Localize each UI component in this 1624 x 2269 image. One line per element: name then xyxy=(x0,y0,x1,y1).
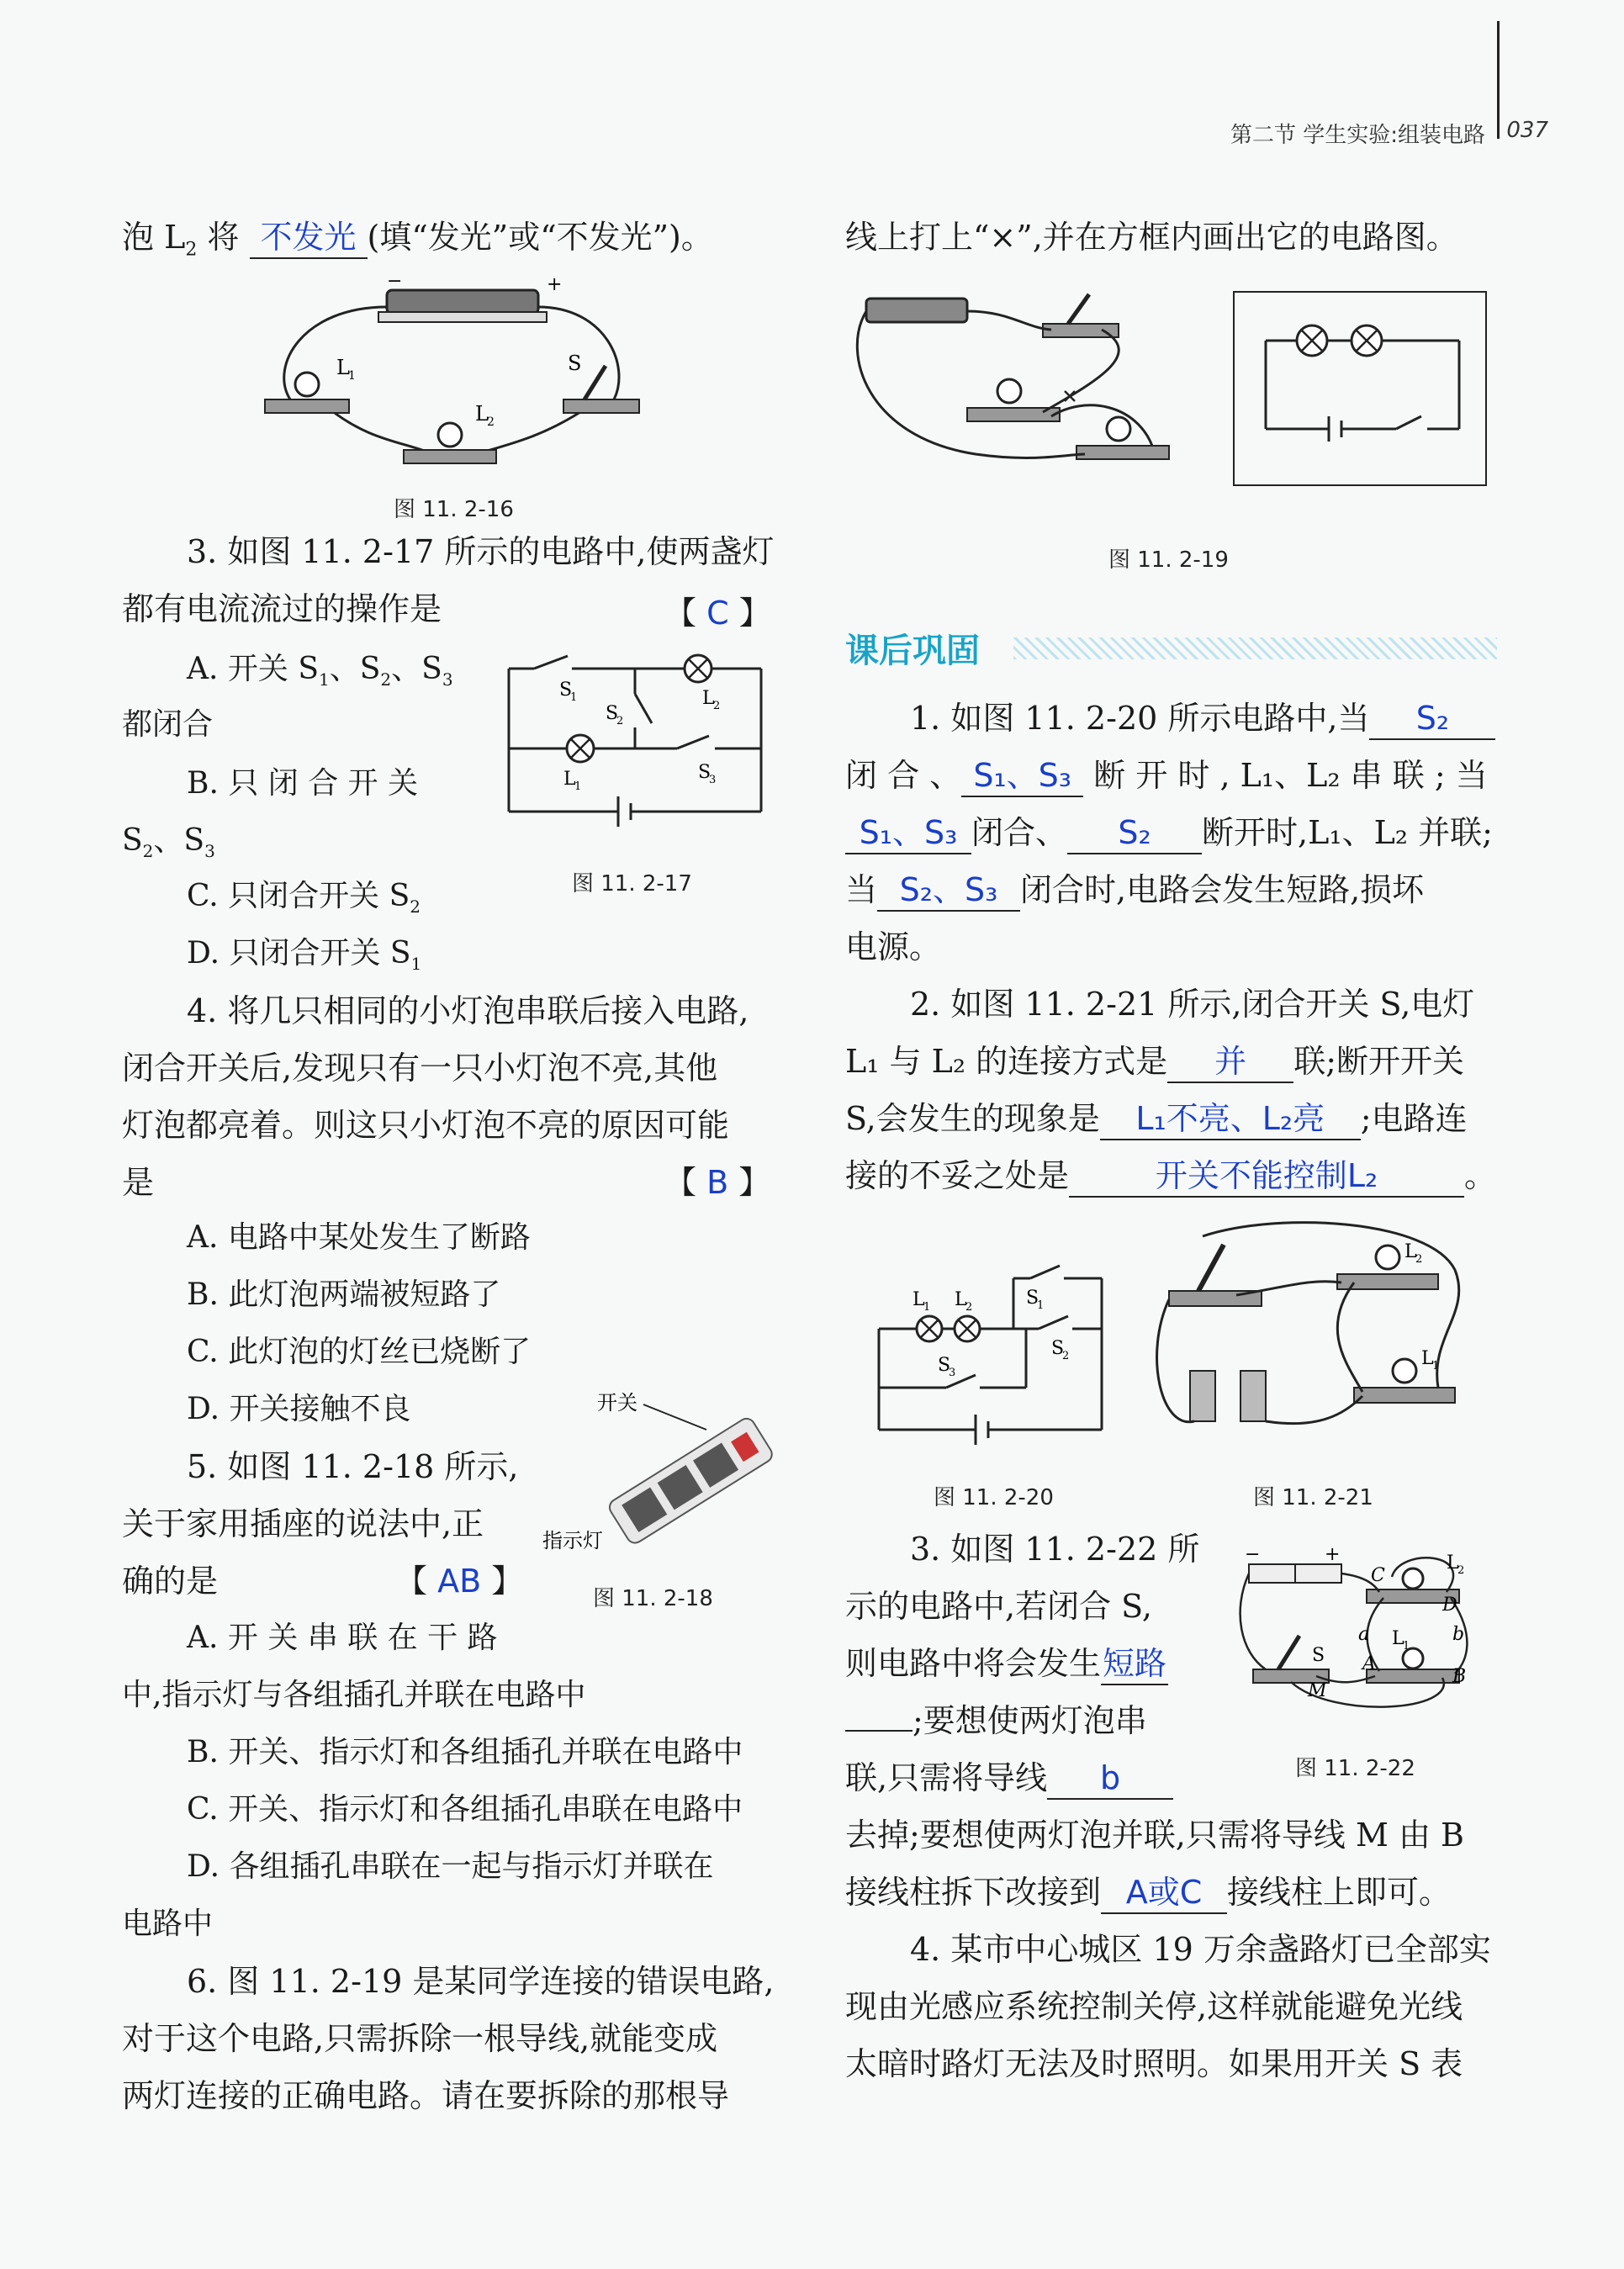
rq2-line4: 接的不妥之处是 开关不能控制L₂ 。 xyxy=(845,1156,1496,1198)
battery xyxy=(1190,1371,1215,1421)
lamp-l2 xyxy=(438,423,462,447)
switch-base xyxy=(1043,324,1119,337)
q3-option-b: B. 只 闭 合 开 关 xyxy=(187,766,419,801)
rq1-line4: 当 S₂、S₃ 闭合时,电路会发生短路,损坏 xyxy=(845,870,1424,912)
section-header: 第二节 学生实验:组装电路 xyxy=(1230,123,1485,148)
rq3-line2: 示的电路中,若闭合 S, xyxy=(845,1588,1152,1625)
answer-blank: 不发光 xyxy=(250,217,368,259)
lamp xyxy=(1107,417,1130,441)
q3-answer: C xyxy=(706,595,729,632)
q5-option-a-cont: 中,指示灯与各组插孔并联在电路中 xyxy=(122,1678,586,1712)
battery-box xyxy=(866,299,967,322)
label-indicator: 指示灯 xyxy=(542,1529,603,1552)
svg-text:C: C xyxy=(1371,1565,1385,1586)
q5-option-d: D. 各组插孔串联在一起与指示灯并联在 xyxy=(187,1849,714,1884)
q6-line2: 对于这个电路,只需拆除一根导线,就能变成 xyxy=(122,2020,718,2057)
svg-text:−: − xyxy=(1245,1544,1261,1565)
svg-text:S: S xyxy=(1026,1288,1039,1309)
svg-text:1: 1 xyxy=(1403,1640,1410,1653)
label-s3: S xyxy=(698,762,711,783)
svg-text:2: 2 xyxy=(487,415,495,429)
q6-line3: 两灯连接的正确电路。请在要拆除的那根导 xyxy=(122,2077,730,2114)
blank: S₁、S₃ xyxy=(961,755,1083,797)
q5-line2: 关于家用插座的说法中,正 xyxy=(122,1505,484,1542)
svg-text:3: 3 xyxy=(709,774,717,786)
figure-11-2-20 xyxy=(870,1253,1114,1447)
q4-line1: 4. 将几只相同的小灯泡串联后接入电路, xyxy=(187,992,749,1029)
cross-mark xyxy=(1065,391,1075,401)
figure-11-2-22 xyxy=(1232,1543,1493,1720)
svg-text:L: L xyxy=(1447,1552,1459,1573)
q4-answer: B xyxy=(706,1164,729,1201)
label-s: S xyxy=(568,352,582,375)
lamp-base-l1 xyxy=(265,399,349,413)
q6-line4: 线上打上“×”,并在方框内画出它的电路图。 xyxy=(845,219,1458,256)
rq3-line1: 3. 如图 11. 2-22 所 xyxy=(910,1531,1200,1568)
caption-11-2-22: 图 11. 2-22 xyxy=(1295,1756,1415,1781)
switch-base xyxy=(563,399,639,413)
lamp-l1 xyxy=(295,373,319,396)
caption-11-2-17: 图 11. 2-17 xyxy=(572,871,692,896)
svg-text:1: 1 xyxy=(570,691,578,704)
label-l2: L xyxy=(475,402,489,426)
svg-text:B: B xyxy=(1452,1666,1467,1687)
label-l1: L xyxy=(336,356,350,379)
caption-11-2-20: 图 11. 2-20 xyxy=(934,1485,1054,1510)
battery-plus: + xyxy=(547,274,563,295)
svg-text:1: 1 xyxy=(348,369,356,383)
q3-line2: 都有电流流过的操作是 xyxy=(122,590,442,627)
svg-text:2: 2 xyxy=(1415,1253,1423,1266)
svg-text:A: A xyxy=(1362,1653,1376,1674)
q5-option-a: A. 开 关 串 联 在 干 路 xyxy=(187,1621,498,1655)
rq1-line1: 1. 如图 11. 2-20 所示电路中,当 S₂ xyxy=(910,698,1495,740)
svg-text:L: L xyxy=(913,1289,925,1310)
q2-tail-line: 泡 $L_2$ 将 不发光 (填“发光”或“不发光”)。 xyxy=(122,219,713,261)
lamp-base-l1 xyxy=(1354,1388,1455,1403)
blank: b xyxy=(1047,1758,1173,1800)
figure-11-2-19-diagram xyxy=(1232,290,1489,488)
q5-option-c: C. 开关、指示灯和各组插孔串联在电路中 xyxy=(187,1792,743,1827)
figure-11-2-21 xyxy=(1152,1219,1489,1463)
q3-option-c: C. 只闭合开关 $S_2$ xyxy=(187,879,421,918)
lamp-base xyxy=(1076,446,1169,459)
q5-answer: AB xyxy=(437,1563,482,1600)
q3-option-b-cont: $S_2$、$S_3$ xyxy=(122,823,215,862)
q4-line2: 闭合开关后,发现只有一只小灯泡不亮,其他 xyxy=(122,1050,718,1087)
caption-11-2-19: 图 11. 2-19 xyxy=(1108,547,1229,573)
svg-text:a: a xyxy=(1358,1624,1370,1645)
figure-11-2-17 xyxy=(500,652,778,837)
svg-text:2: 2 xyxy=(713,700,721,712)
switch-lever xyxy=(585,366,606,399)
label-l2: L xyxy=(702,688,715,709)
svg-text:L: L xyxy=(1404,1241,1417,1262)
rq4-line2: 现由光感应系统控制关停,这样就能避免光线 xyxy=(845,1988,1463,2025)
section-title: 课后巩固 xyxy=(845,632,980,670)
rq1-line5: 电源。 xyxy=(845,928,942,965)
answer-box xyxy=(1234,292,1486,485)
blank: S₂、S₃ xyxy=(877,870,1020,912)
blank: 短路 xyxy=(1101,1643,1168,1685)
lamp-base-l2 xyxy=(404,450,496,463)
svg-text:L: L xyxy=(955,1289,967,1310)
blank: 开关不能控制L₂ xyxy=(1069,1156,1464,1198)
blank: A或C xyxy=(1101,1872,1227,1914)
blank: S₂ xyxy=(1369,698,1495,740)
q3-option-a-cont: 都闭合 xyxy=(122,707,214,742)
svg-text:2: 2 xyxy=(965,1301,973,1314)
q5-option-d-cont: 电路中 xyxy=(122,1907,214,1941)
svg-text:1: 1 xyxy=(574,780,582,793)
battery xyxy=(1240,1371,1266,1421)
svg-text:+: + xyxy=(1325,1544,1341,1565)
q4-option-d: D. 开关接触不良 xyxy=(187,1392,411,1426)
svg-text:2: 2 xyxy=(1062,1350,1070,1362)
q4-option-a: A. 电路中某处发生了断路 xyxy=(187,1220,531,1255)
svg-text:b: b xyxy=(1452,1624,1465,1645)
svg-text:L: L xyxy=(1392,1628,1404,1649)
rq1-line3: S₁、S₃ 闭合、 S₂ 断开时,L₁、L₂ 并联; xyxy=(845,812,1493,854)
q4-line3: 灯泡都亮着。则这只小灯泡不亮的原因可能 xyxy=(122,1107,730,1144)
rq4-line3: 太暗时路灯无法及时照明。如果用开关 S 表 xyxy=(845,2045,1463,2082)
q5-line3: 确的是 xyxy=(122,1563,219,1600)
rq1-line2: 闭 合 、 S₁、S₃ 断 开 时 , L₁、L₂ 串 联 ; 当 xyxy=(845,755,1488,797)
label-s2: S xyxy=(606,703,619,724)
q4-line4: 是 xyxy=(122,1164,155,1201)
battery-minus: − xyxy=(387,273,403,292)
lamp xyxy=(997,379,1021,403)
caption-11-2-21: 图 11. 2-21 xyxy=(1253,1485,1373,1510)
blank: S₂ xyxy=(1067,812,1202,854)
rq2-line3: S,会发生的现象是 L₁不亮、L₂亮 ;电路连 xyxy=(845,1098,1468,1140)
svg-text:S: S xyxy=(1312,1645,1325,1666)
blank xyxy=(845,1730,913,1732)
svg-text:L: L xyxy=(1421,1348,1434,1369)
caption-11-2-16: 图 11. 2-16 xyxy=(394,497,514,522)
page-number: 037 xyxy=(1506,118,1548,143)
label-switch: 开关 xyxy=(597,1391,637,1415)
section-hatch xyxy=(1013,637,1497,659)
rq3-line3: 则电路中将会发生短路 xyxy=(845,1643,1168,1685)
header-divider xyxy=(1497,21,1500,139)
label-s1: S xyxy=(559,680,573,701)
rq4-line1: 4. 某市中心城区 19 万余盏路灯已全部实 xyxy=(910,1931,1491,1968)
svg-text:3: 3 xyxy=(949,1367,956,1379)
svg-text:1: 1 xyxy=(923,1301,931,1314)
svg-text:1: 1 xyxy=(1037,1299,1045,1312)
wire xyxy=(328,408,433,454)
q5-option-b: B. 开关、指示灯和各组插孔并联在电路中 xyxy=(187,1735,743,1769)
svg-text:S: S xyxy=(938,1355,951,1376)
figure-11-2-16 xyxy=(252,273,648,475)
svg-text:D: D xyxy=(1442,1595,1457,1616)
rq3-line7: 接线柱拆下改接到 A或C 接线柱上即可。 xyxy=(845,1872,1451,1914)
q4-answer-bracket: 【 B 】 xyxy=(664,1164,771,1201)
svg-text:S: S xyxy=(1051,1338,1065,1359)
rq2-line1: 2. 如图 11. 2-21 所示,闭合开关 S,电灯 xyxy=(910,986,1475,1023)
rq2-line2: L₁ 与 L₂ 的连接方式是 并 联;断开开关 xyxy=(845,1041,1464,1083)
rq3-line6: 去掉;要想使两灯泡并联,只需将导线 M 由 B xyxy=(845,1817,1464,1854)
caption-11-2-18: 图 11. 2-18 xyxy=(593,1586,713,1611)
svg-text:2: 2 xyxy=(616,715,624,727)
q5-line1: 5. 如图 11. 2-18 所示, xyxy=(187,1448,519,1485)
rq3-line5: 联,只需将导线 b xyxy=(845,1758,1173,1800)
q6-line1: 6. 图 11. 2-19 是某同学连接的错误电路, xyxy=(187,1963,775,2000)
svg-text:M: M xyxy=(1308,1680,1327,1701)
q4-option-c: C. 此灯泡的灯丝已烧断了 xyxy=(187,1335,532,1369)
figure-11-2-18 xyxy=(538,1379,774,1564)
q5-answer-bracket: 【 AB 】 xyxy=(395,1563,524,1600)
q4-option-b: B. 此灯泡两端被短路了 xyxy=(187,1277,501,1312)
q3-answer-bracket: 【 C 】 xyxy=(664,595,771,632)
rq3-line4: ;要想使两灯泡串 xyxy=(845,1700,1147,1741)
q3-option-d: D. 只闭合开关 $S_1$ xyxy=(187,936,422,975)
svg-text:1: 1 xyxy=(1432,1360,1440,1373)
svg-text:2: 2 xyxy=(1457,1564,1465,1577)
blank: 并 xyxy=(1167,1041,1293,1083)
blank: S₁、S₃ xyxy=(845,812,971,854)
blank: L₁不亮、L₂亮 xyxy=(1100,1098,1361,1140)
battery-box xyxy=(387,290,538,314)
q3-line1: 3. 如图 11. 2-17 所示的电路中,使两盏灯 xyxy=(187,533,775,570)
figure-11-2-19-wiring xyxy=(849,286,1186,505)
label-l1: L xyxy=(563,769,576,790)
q3-option-a: A. 开关 $S_1$、$S_2$、$S_3$ xyxy=(187,652,453,690)
